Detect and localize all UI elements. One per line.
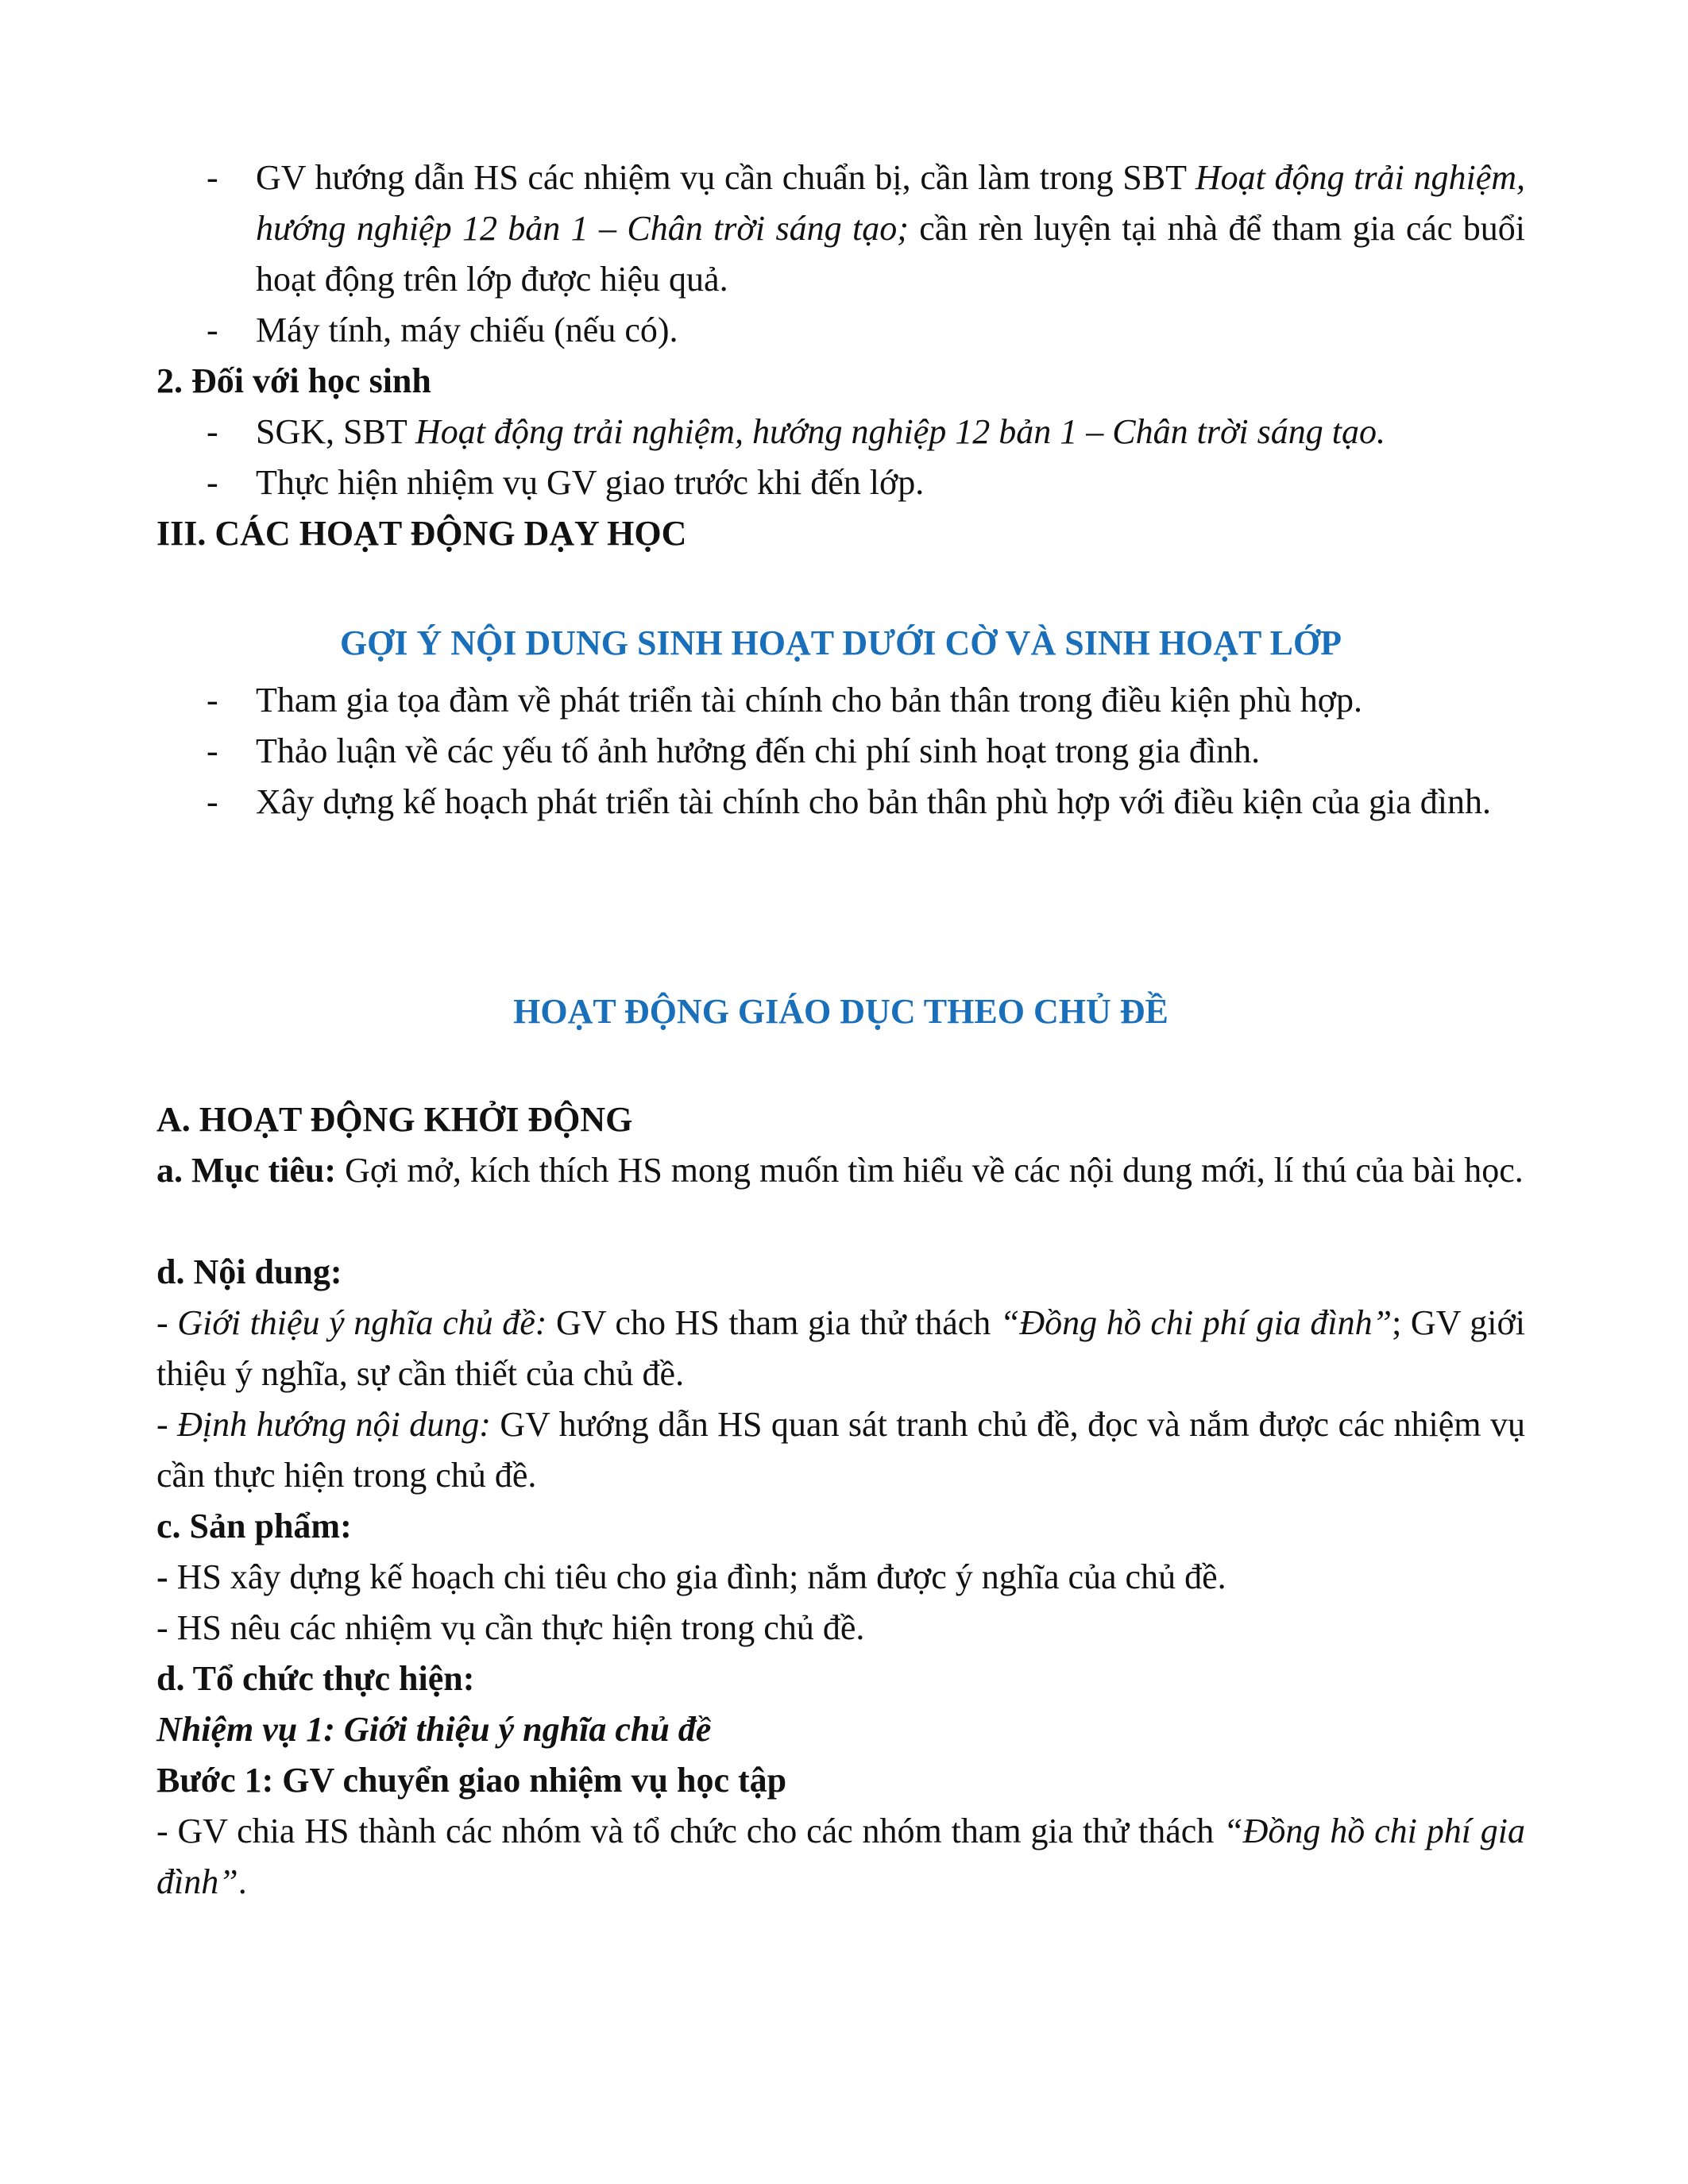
challenge-quote: “Đồng hồ chi phí gia đình” (156, 1812, 1526, 1901)
challenge-quote: “Đồng hồ chi phí gia đình” (999, 1303, 1393, 1342)
step-text: - GV chia HS thành các nhóm và tổ chức cho các nhóm tham gia thử thách (156, 1812, 1224, 1850)
section-heading: 2. Đối với học sinh (156, 361, 431, 400)
item-text: GV hướng dẫn HS các nhiệm vụ cần chuẩn bị, cần làm trong SBT (256, 158, 1196, 197)
goal-text: Gợi mở, kích thích HS mong muốn tìm hiểu về các nội dung mới, lí thú của bài học. (336, 1151, 1524, 1190)
item-text: cần rèn luyện tại nhà để tham gia các buổi hoạt động trên lớp được hiệu quả. (256, 209, 1526, 299)
list-dash: - (207, 681, 218, 720)
list-item: Thực hiện nhiệm vụ GV giao trước khi đến lớp. (256, 463, 925, 502)
content-paragraph (156, 1399, 1525, 1501)
list-item (256, 152, 1525, 305)
section-heading: III. CÁC HOẠT ĐỘNG DẠY HỌC (156, 514, 687, 553)
goal-paragraph (156, 1145, 1525, 1196)
activity-title: GỢI Ý NỘI DUNG SINH HOẠT DƯỚI CỜ VÀ SINH HOẠT LỚP (339, 623, 1342, 662)
dash-prefix: - (156, 1303, 178, 1342)
organize-label: d. Tổ chức thực hiện: (156, 1659, 475, 1698)
task-title: Nhiệm vụ 1: Giới thiệu ý nghĩa chủ đề (156, 1710, 712, 1749)
list-item: Xây dựng kế hoạch phát triển tài chính cho bản thân phù hợp với điều kiện của gia đình. (256, 782, 1491, 821)
goal-label: a. Mục tiêu: (156, 1151, 337, 1190)
list-dash: - (207, 782, 218, 821)
list-item: Thảo luận về các yếu tố ảnh hưởng đến chi phí sinh hoạt trong gia đình. (256, 731, 1261, 770)
content-text: GV hướng dẫn HS quan sát tranh chủ đề, đọc và nắm được các nhiệm vụ cần thực hiện trong chủ đề. (156, 1405, 1525, 1495)
list-dash: - (207, 158, 218, 197)
product-label: c. Sản phẩm: (156, 1507, 352, 1545)
activity-title: HOẠT ĐỘNG GIÁO DỤC THEO CHỦ ĐỀ (513, 992, 1168, 1031)
product-line (156, 1552, 1525, 1603)
content-text: GV cho HS tham gia thử thách (547, 1303, 1000, 1342)
dash-prefix: - (156, 1405, 178, 1444)
content-paragraph (156, 1298, 1525, 1399)
product-text: HS xây dựng kế hoạch chi tiêu cho gia đình; nắm được ý nghĩa của chủ đề. (176, 1557, 1226, 1596)
list-item (256, 407, 1525, 457)
book-title: Hoạt động trải nghiệm, hướng nghiệp 12 bản 1 – Chân trời sáng tạo. (415, 412, 1386, 451)
section-heading: A. HOẠT ĐỘNG KHỞI ĐỘNG (156, 1100, 633, 1139)
step-title: Bước 1: GV chuyển giao nhiệm vụ học tập (156, 1761, 787, 1800)
content-label: d. Nội dung: (156, 1252, 342, 1291)
list-dash: - (207, 463, 218, 502)
list-dash: - (207, 311, 218, 349)
content-text: ; GV giới thiệu ý nghĩa, sự cần thiết của chủ đề. (156, 1303, 1526, 1393)
book-title: Hoạt động trải nghiệm, hướng nghiệp 12 bản 1 – Chân trời sáng tạo; (256, 158, 1525, 248)
content-sublabel: Định hướng nội dung: (177, 1405, 491, 1444)
item-text: SGK, SBT (256, 412, 415, 451)
list-dash: - (207, 731, 218, 770)
product-line: - HS nêu các nhiệm vụ cần thực hiện trong chủ đề. (156, 1608, 865, 1647)
dash-prefix: - (156, 1557, 177, 1596)
list-item: Máy tính, máy chiếu (nếu có). (256, 311, 678, 349)
list-item: Tham gia tọa đàm về phát triển tài chính cho bản thân trong điều kiện phù hợp. (256, 681, 1363, 720)
content-sublabel: Giới thiệu ý nghĩa chủ đề: (177, 1303, 547, 1342)
step-text: . (238, 1862, 247, 1901)
list-dash: - (207, 412, 218, 451)
step-paragraph (156, 1806, 1525, 1908)
